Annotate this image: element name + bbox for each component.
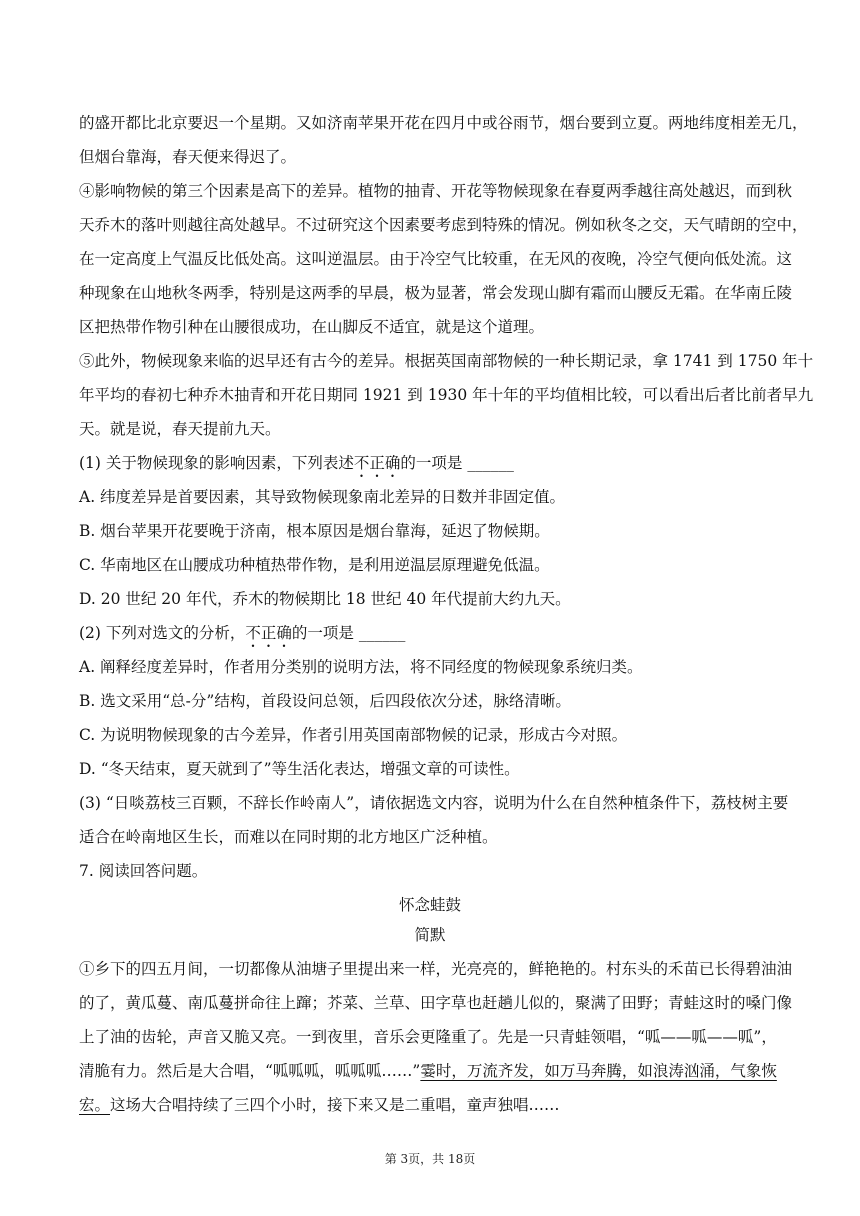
paragraph-line: ⑤此外，物候现象来临的迟早还有古今的差异。根据英国南部物候的一种长期记录，拿 1741 到 1750 年十 — [79, 352, 814, 370]
paragraph-line: 的盛开都比北京要迟一个星期。又如济南苹果开花在四月中或谷雨节，烟台要到立夏。两地纬度相差无几， — [79, 114, 808, 132]
question-1-stem — [79, 446, 791, 481]
paragraph-line: 天。就是说，春天提前九天。 — [79, 420, 281, 438]
question-3-line: 适合在岭南地区生长，而难以在同时期的北方地区广泛种植。 — [79, 828, 498, 846]
paragraph-line: 但烟台靠海，春天便来得迟了。 — [79, 148, 297, 166]
underlined-sentence: 霎时，万流齐发，如万马奔腾，如浪涛汹涌，气象恢 — [420, 1062, 777, 1080]
paragraph-line: 种现象在山地秋冬两季，特别是这两季的早晨，极为显著，常会发现山脚有霜而山腰反无霜。在华南丘陵 — [79, 284, 793, 302]
question-2-option-c: C. 为说明物候现象的古今差异，作者引用英国南部物候的记录，形成古今对照。 — [79, 726, 628, 744]
article-line: 的了，黄瓜蔓、南瓜蔓拼命往上蹿；芥菜、兰草、田字草也赶趟儿似的，聚满了田野；青蛙这时的嗓门像 — [79, 994, 793, 1012]
page-number-footer: 第 3页，共 18页 — [384, 1152, 476, 1166]
question-2-option-a: A. 阐释经度差异时，作者用分类别的说明方法，将不同经度的物候现象系统归类。 — [79, 658, 643, 676]
question-1-option-c: C. 华南地区在山腰成功种植热带作物，是利用逆温层原理避免低温。 — [79, 556, 550, 574]
question-3-line: (3) “日啖荔枝三百颗，不辞长作岭南人”，请依据选文内容，说明为什么在自然种植条件下，荔枝树主要 — [79, 794, 789, 812]
article-line: ①乡下的四五月间，一切都像从油塘子里提出来一样，光亮亮的，鲜艳艳的。村东头的禾苗已长得碧油油 — [79, 960, 793, 978]
question-1-option-b: B. 烟台苹果开花要晚于济南，根本原因是烟台靠海，延迟了物候期。 — [79, 522, 550, 540]
question-7-stem: 7. 阅读回答问题。 — [79, 862, 208, 880]
paragraph-line: ④影响物候的第三个因素是高下的差异。植物的抽青、开花等物候现象在春夏两季越往高处越迟，而到秋 — [79, 182, 793, 200]
article-line-text: 这场大合唱持续了三四个小时，接下来又是二重唱，童声独唱…… — [110, 1096, 560, 1114]
article-author: 简默 — [414, 926, 446, 944]
question-2-option-b: B. 选文采用“总-分”结构，首段设问总领，后四段依次分述，脉络清晰。 — [79, 692, 571, 710]
article-line: 上了油的齿轮，声音又脆又亮。一到夜里，音乐会更隆重了。先是一只青蛙领唱，“呱——呱——呱”， — [79, 1028, 777, 1046]
question-2-stem-post: 的一项是 ______ — [291, 624, 406, 642]
article-line — [79, 1054, 791, 1088]
question-2-option-d: D. “冬天结束，夏天就到了”等生活化表达，增强文章的可读性。 — [79, 760, 520, 778]
paragraph-line: 区把热带作物引种在山腰很成功，在山脚反不适宜，就是这个道理。 — [79, 318, 545, 336]
question-1-option-a: A. 纬度差异是首要因素，其导致物候现象南北差异的日数并非固定值。 — [79, 488, 566, 506]
question-2-emphasis: 不正确 — [245, 624, 292, 642]
question-1-option-d: D. 20 世纪 20 年代，乔木的物候期比 18 世纪 40 年代提前大约九天。 — [79, 590, 571, 608]
paragraph-line: 天乔木的落叶则越往高处越早。不过研究这个因素要考虑到特殊的情况。例如秋冬之交，天气晴朗的空中， — [79, 216, 808, 234]
paragraph-line: 在一定高度上气温反比低处高。这叫逆温层。由于冷空气比较重，在无风的夜晚，冷空气便向低处流。这 — [79, 250, 793, 268]
question-1-stem-pre: (1) 关于物候现象的影响因素，下列表述 — [79, 454, 354, 472]
paragraph-line: 年平均的春初七种乔木抽青和开花日期同 1921 到 1930 年十年的平均值相比较，可以看出后者比前者早九 — [79, 386, 814, 404]
article-title: 怀念蛙鼓 — [398, 896, 461, 914]
underlined-sentence-end: 宏。 — [79, 1096, 111, 1114]
question-1-stem-post: 的一项是 ______ — [400, 454, 514, 472]
article-line-text: 清脆有力。然后是大合唱，“呱呱呱，呱呱呱……” — [79, 1062, 421, 1080]
question-2-stem-pre: (2) 下列对选文的分析， — [79, 624, 246, 642]
question-1-emphasis: 不正确 — [353, 454, 401, 472]
article-line — [79, 1088, 791, 1122]
question-2-stem — [79, 616, 791, 651]
